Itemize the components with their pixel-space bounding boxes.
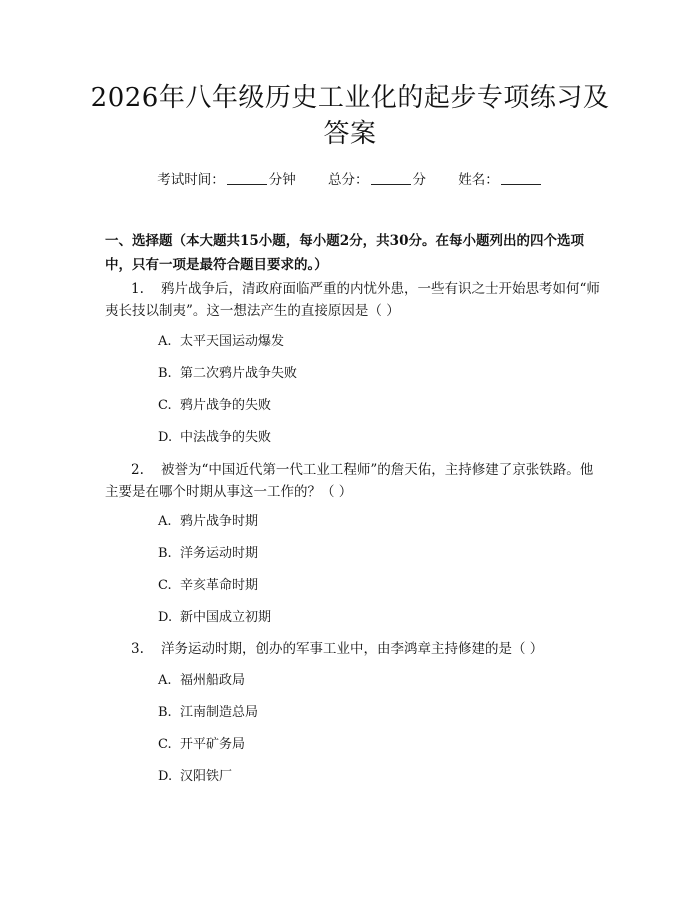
option-2c — [158, 577, 258, 595]
option-2b — [158, 545, 258, 563]
option-text: 辛亥革命时期 — [180, 578, 259, 593]
exam-meta — [0, 168, 700, 188]
option-3d — [158, 768, 232, 786]
option-letter: D. — [158, 610, 173, 625]
option-text: 江南制造总局 — [180, 705, 259, 720]
option-text: 中法战争的失败 — [180, 430, 272, 445]
question-number: 2. — [131, 462, 144, 478]
score-unit: 分 — [412, 172, 426, 188]
option-text: 福州船政局 — [180, 673, 246, 688]
question-text: 鸦片战争后，清政府面临严重的内忧外患，一些有识之士开始思考如何“师夷长技以制夷”。这一想法产生的直接原因是（ ） — [105, 281, 600, 319]
option-2a — [158, 513, 258, 531]
question-number: 3. — [131, 641, 144, 657]
option-letter: C. — [158, 398, 172, 413]
option-letter: A. — [158, 673, 172, 688]
option-1b — [158, 365, 297, 383]
option-text: 洋务运动时期 — [180, 546, 259, 561]
option-3c — [158, 736, 245, 754]
time-unit: 分钟 — [268, 172, 296, 188]
option-text: 鸦片战争的失败 — [180, 398, 272, 413]
option-letter: B. — [158, 705, 172, 720]
option-letter: C. — [158, 737, 172, 752]
option-1d — [158, 429, 271, 447]
option-text: 鸦片战争时期 — [180, 514, 259, 529]
option-text: 新中国成立初期 — [180, 610, 272, 625]
name-label: 姓名： — [458, 172, 499, 188]
option-letter: D. — [158, 769, 173, 784]
option-text: 太平天国运动爆发 — [180, 334, 285, 349]
option-3b — [158, 704, 258, 722]
section-heading: 一、选择题（本大题共15小题，每小题2分，共30分。在每小题列出的四个选项中，只有一项是最符合题目要求的。） — [105, 233, 584, 273]
option-letter: A. — [158, 334, 172, 349]
option-2d — [158, 609, 271, 627]
option-letter: D. — [158, 430, 173, 445]
option-1c — [158, 397, 271, 415]
question-1 — [105, 278, 605, 322]
option-letter: A. — [158, 514, 172, 529]
option-3a — [158, 672, 245, 690]
question-number: 1. — [131, 281, 144, 297]
exam-time — [157, 168, 296, 188]
page-title: 2026年八年级历史工业化的起步专项练习及答案 — [90, 83, 610, 149]
question-text: 被誉为“中国近代第一代工业工程师”的詹天佑，主持修建了京张铁路。他主要是在哪个时期从事这一工作的？（ ） — [105, 462, 594, 500]
score-label: 总分： — [328, 172, 369, 188]
time-blank — [227, 172, 267, 185]
exam-score — [328, 168, 426, 188]
option-text: 开平矿务局 — [180, 737, 246, 752]
question-text: 洋务运动时期，创办的军事工业中，由李鸿章主持修建的是（ ） — [161, 641, 544, 657]
option-letter: B. — [158, 366, 172, 381]
exam-name — [458, 168, 543, 188]
option-1a — [158, 333, 284, 351]
name-blank — [501, 172, 541, 185]
question-2 — [105, 459, 605, 503]
score-blank — [371, 172, 411, 185]
option-letter: B. — [158, 546, 172, 561]
time-label: 考试时间： — [157, 172, 225, 188]
option-text: 汉阳铁厂 — [180, 769, 233, 784]
question-3 — [105, 638, 605, 660]
option-letter: C. — [158, 578, 172, 593]
option-text: 第二次鸦片战争失败 — [180, 366, 298, 381]
